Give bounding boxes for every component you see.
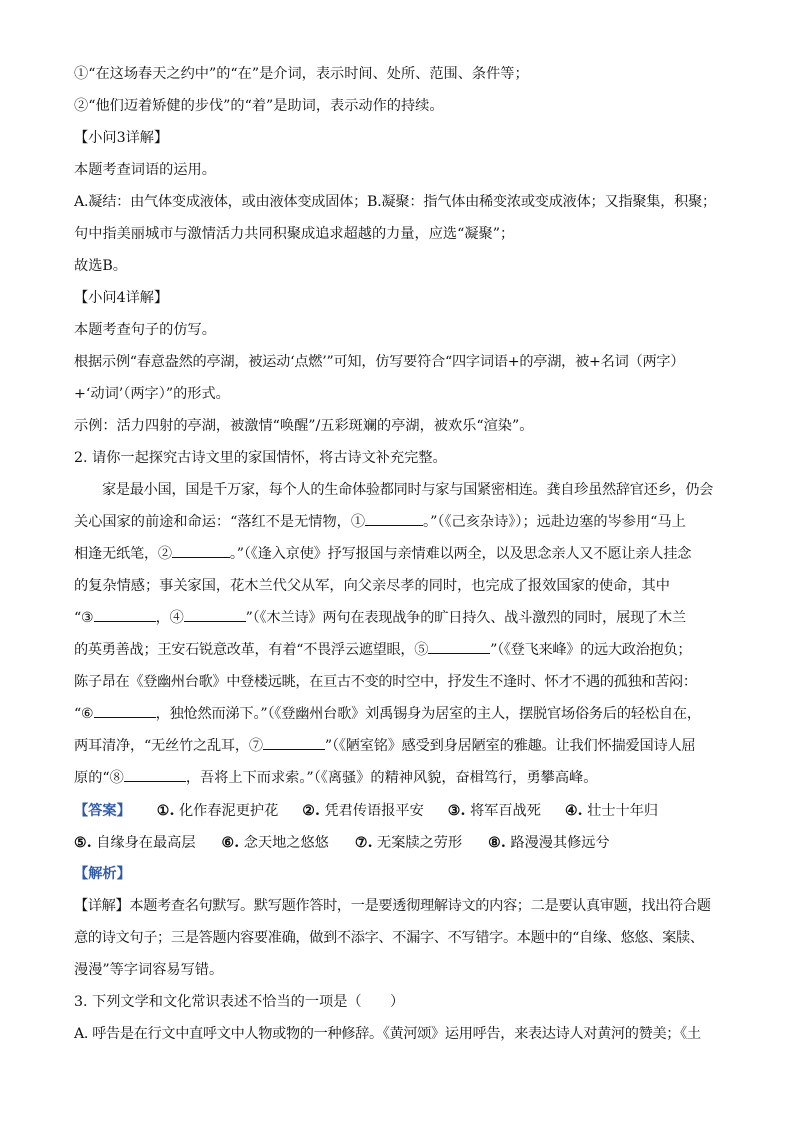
answer-text: 无案牍之劳形 [377,835,463,851]
text-line [74,506,724,538]
text-line: 故选B。 [74,258,127,274]
answer-item [302,800,424,820]
answer-number: ①. [156,803,175,819]
answer-text: 凭君传语报平安 [324,803,424,819]
text-line: 漫漫”等字词容易写错。 [74,962,224,978]
answer-text: 壮士十年归 [587,803,659,819]
answer-item [157,800,279,820]
text: “⑥ [74,706,94,722]
answer-text: 路漫漫其修远兮 [510,835,610,851]
answer-item [222,832,329,852]
text-line [74,538,724,570]
text-line [74,730,724,762]
answer-item [355,832,462,852]
text-line [74,602,724,634]
answer-item [488,832,610,852]
text-line: ①“在这场春天之约中”的“在”是介词，表示时间、处所、范围、条件等； [74,66,529,82]
answer-text: 将军百战死 [469,803,541,819]
text-line: 本题考查句子的仿写。 [74,322,216,338]
text-line: 本题考查词语的运用。 [74,162,216,178]
answer-item [74,832,196,852]
text: 。”（《逢入京使》抒写报国与亲情难以两全，以及思念亲人又不愿让亲人挂念 [229,546,692,562]
text-line [74,698,724,730]
text: 两耳清净，“无丝竹之乱耳，⑦ [74,738,263,754]
text: 原的“⑧ [74,770,124,786]
answer-number: ⑦. [354,835,373,851]
text-line: 意的诗文句子；三是答题内容要准确，做到不添字、不漏字、不写错字。本题中的“自缘、悠悠、案牍、 [74,930,704,946]
text: ”（《陋室铭》感受到身居陋室的雅趣。让我们怀揣爱国诗人屈 [324,738,696,754]
section-heading: 【小问4详解】 [74,290,169,306]
text: ，吾将上下而求索。”（《离骚》的精神风貌，奋楫笃行，勇攀高峰。 [185,770,598,786]
answer-number: ②. [302,803,320,819]
text: ”（《登飞来峰》的远大政治抱负； [490,642,692,658]
text-line: 的复杂情感；事关家国，花木兰代父从军，向父亲尽孝的同时，也完成了报效国家的使命，其中 [74,578,670,594]
fill-blank[interactable] [263,735,325,750]
fill-blank[interactable] [94,703,156,718]
text-line [74,634,724,666]
text-line: A.凝结：由气体变成液体，或由液体变成固体；B.凝聚：指气体由稀变浓或变成液体；又指聚集，积聚； [74,194,716,210]
fill-blank[interactable] [172,543,230,558]
answer-text: 自缘身在最高层 [96,835,196,851]
text: “③ [74,610,94,626]
option-a: A. 呼告是在行文中直呼文中人物或物的一种修辞。《黄河颂》运用呼告，来表达诗人对黄河的赞美；《土 [74,1026,701,1042]
fill-blank[interactable] [124,767,186,782]
text-line: 【详解】本题考查名句默写。默写题作答时，一是要透彻理解诗文的内容；二是要认真审题，找出符合题 [74,898,711,914]
text-line: 家是最小国，国是千万家，每个人的生命体验都同时与家与国紧密相连。龚自珍虽然辞官还乡，仍会 [102,482,714,498]
section-heading: 【小问3详解】 [74,130,169,146]
analysis-label: 【解析】 [74,866,131,882]
answer-number: ⑥. [221,835,240,851]
text-line: 示例：活力四射的亭湖，被激情“唤醒”/五彩斑斓的亭湖，被欢乐“渲染”。 [74,418,534,434]
text-line: 句中指美丽城市与激情活力共同积聚成追求超越的力量，应选“凝聚”； [74,226,515,242]
text: ，独怆然而涕下。”（《登幽州台歌》刘禹锡身为居室的主人，摆脱官场俗务后的轻松自在， [155,706,701,722]
answer-number: ⑧. [488,835,506,851]
passage [74,474,724,794]
text: ”（《木兰诗》两句在表现战争的旷日持久、战斗激烈的同时，展现了木兰 [245,610,687,626]
text-line: ②“他们迈着矫健的步伐”的“着”是助词，表示动作的持续。 [74,98,444,114]
text: 相逢无纸笔，② [74,546,172,562]
text: 关心国家的前途和命运：“落红不是无情物，① [74,514,366,530]
fill-blank[interactable] [184,607,246,622]
answer-label: 【答案】 [74,803,131,819]
answer-row [74,794,724,826]
text: 的英勇善战；王安石锐意改革，有着“不畏浮云遮望眼，⑤ [74,642,429,658]
answer-row [74,826,724,858]
text-line: 陈子昂在《登幽州台歌》中登楼远眺，在亘古不变的时空中，抒发生不逢时、怀才不遇的孤独和苦闷： [74,674,697,690]
fill-blank[interactable] [94,607,156,622]
fill-blank[interactable] [428,639,490,654]
text: 。”（《己亥杂诗》）；远赴边塞的岑参用“马上 [423,514,686,530]
question-title: 2. 请你一起探究古诗文里的家国情怀，将古诗文补充完整。 [74,450,447,466]
text-line [74,762,724,794]
question-title: 3. 下列文学和文化常识表述不恰当的一项是（ ） [74,994,405,1010]
text: ，④ [155,610,184,626]
fill-blank[interactable] [365,511,423,526]
text-line: +‘动词’（两字）”的形式。 [74,386,230,402]
document-page [74,58,724,1050]
answer-number: ③. [447,803,466,819]
text-line: 根据示例“春意盎然的亭湖，被运动‘点燃’”可知，仿写要符合“四字词语+的亭湖，被+名词（两字） [74,354,685,370]
answer-number: ⑤. [74,835,92,851]
answer-number: ④. [564,803,583,819]
answer-item [448,800,541,820]
answer-item [565,800,658,820]
answer-text: 念天地之悠悠 [243,835,329,851]
answer-text: 化作春泥更护花 [178,803,279,819]
